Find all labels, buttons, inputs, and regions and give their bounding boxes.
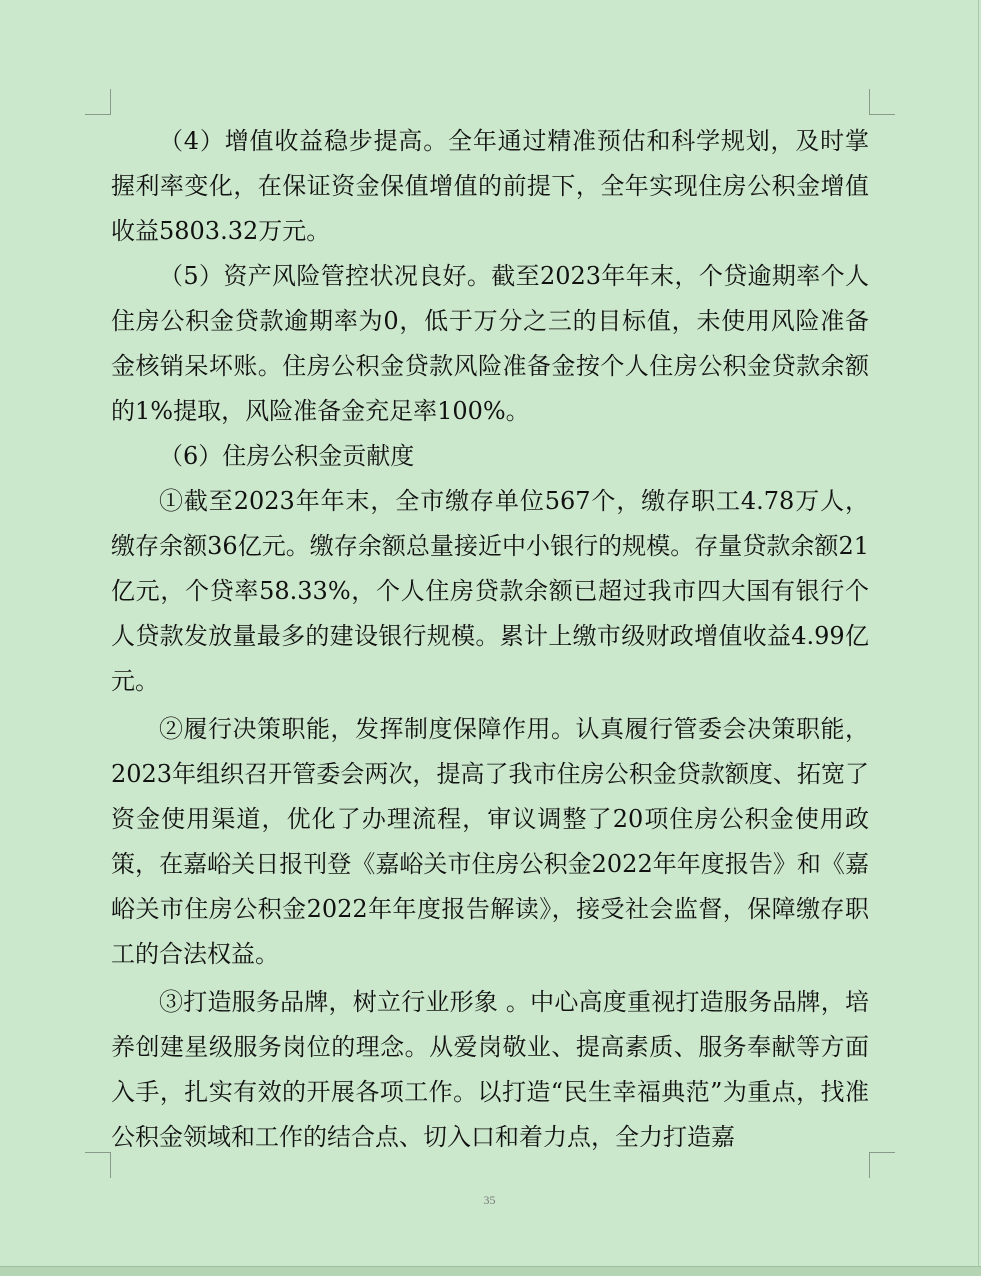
page-bottom-edge xyxy=(0,1266,981,1276)
paragraph-contribution-stats: ①截至2023年年末，全市缴存单位567个，缴存职工4.78万人，缴存余额36亿元。缴存余额总量接近中小银行的规模。存量贷款余额21亿元，个贷率58.33%，个人住房贷款余额已超过我市四大国有银行个人贷款发放量最多的建设银行规模。累计上缴市级财政增值收益4.99亿元。 xyxy=(111,487,869,695)
page-number: 35 xyxy=(483,1193,496,1207)
margin-corner-bottom-left xyxy=(85,1152,111,1178)
paragraph-contribution-heading: （6）住房公积金贡献度 xyxy=(159,442,415,470)
margin-corner-top-left xyxy=(85,89,111,115)
paragraph-value-added-income: （4）增值收益稳步提高。全年通过精准预估和科学规划，及时掌握利率变化，在保证资金保值增值的前提下，全年实现住房公积金增值收益5803.32万元。 xyxy=(111,127,869,245)
margin-corner-bottom-right xyxy=(869,1152,895,1178)
body-text xyxy=(111,119,869,1160)
margin-corner-top-right xyxy=(869,89,895,115)
paragraph-service-brand: ③打造服务品牌，树立行业形象 。中心高度重视打造服务品牌，培养创建星级服务岗位的理念。从爱岗敬业、提高素质、服务奉献等方面入手，扎实有效的开展各项工作。以打造“民生幸福典范”为重点，找准公积金领域和工作的结合点、切入口和着力点，全力打造嘉 xyxy=(111,988,869,1151)
paragraph-decision-function: ②履行决策职能，发挥制度保障作用。认真履行管委会决策职能，2023年组织召开管委会两次，提高了我市住房公积金贷款额度、拓宽了资金使用渠道，优化了办理流程，审议调整了20项住房公积金使用政策，在嘉峪关日报刊登《嘉峪关市住房公积金2022年年度报告》和《嘉峪关市住房公积金2022年年度报告解读》，接受社会监督，保障缴存职工的合法权益。 xyxy=(111,715,869,968)
paragraph-risk-control: （5）资产风险管控状况良好。截至2023年年末，个贷逾期率个人住房公积金贷款逾期率为0，低于万分之三的目标值，未使用风险准备金核销呆坏账。住房公积金贷款风险准备金按个人住房公积金贷款余额的1%提取，风险准备金充足率100%。 xyxy=(111,262,869,425)
